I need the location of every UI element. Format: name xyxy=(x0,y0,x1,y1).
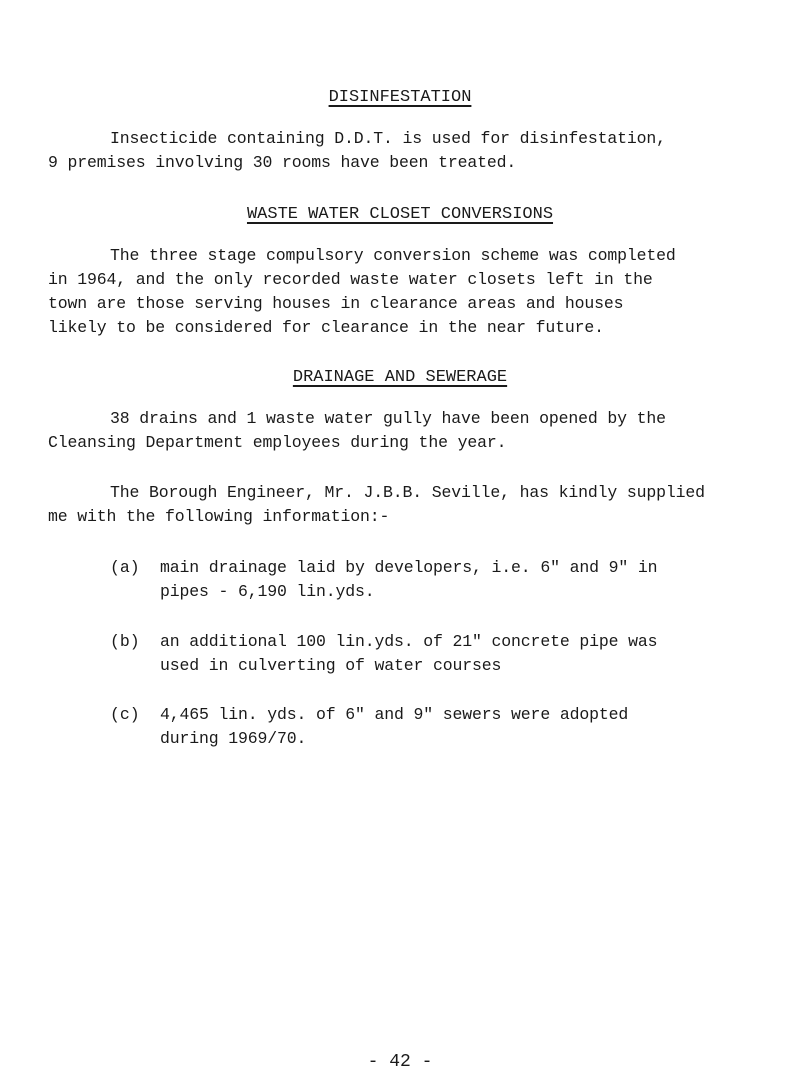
list-item-c-line-2: during 1969/70. xyxy=(160,729,307,748)
list-item-c-line-1: 4,465 lin. yds. of 6" and 9" sewers were adopted xyxy=(160,705,629,724)
waste-water-line-4: likely to be considered for clearance in the near future. xyxy=(48,318,604,337)
drainage-p1-line-2: Cleansing Department employees during the year. xyxy=(48,433,507,452)
page-number: - 42 - xyxy=(367,1052,433,1072)
list-item-label-b: (b) xyxy=(110,632,140,651)
heading-waste-water-closet-conversions: WASTE WATER CLOSET CONVERSIONS xyxy=(246,205,554,224)
heading-drainage-and-sewerage: DRAINAGE AND SEWERAGE xyxy=(292,368,508,387)
drainage-p2-line-2: me with the following information:- xyxy=(48,507,390,526)
waste-water-line-1: The three stage compulsory conversion scheme was completed xyxy=(110,246,676,265)
waste-water-line-2: in 1964, and the only recorded waste water closets left in the xyxy=(48,270,653,289)
list-item-b-line-2: used in culverting of water courses xyxy=(160,656,502,675)
drainage-p2-line-1: The Borough Engineer, Mr. J.B.B. Seville, has kindly supplied xyxy=(110,483,705,502)
list-item-a-line-1: main drainage laid by developers, i.e. 6" and 9" in xyxy=(160,558,658,577)
list-item-a-line-2: pipes - 6,190 lin.yds. xyxy=(160,582,375,601)
disinfestation-line-1: Insecticide containing D.D.T. is used for disinfestation, xyxy=(110,129,666,148)
waste-water-line-3: town are those serving houses in clearance areas and houses xyxy=(48,294,624,313)
drainage-p1-line-1: 38 drains and 1 waste water gully have been opened by the xyxy=(110,409,666,428)
list-item-label-c: (c) xyxy=(110,705,140,724)
heading-disinfestation: DISINFESTATION xyxy=(328,88,472,107)
disinfestation-line-2: 9 premises involving 30 rooms have been treated. xyxy=(48,153,517,172)
list-item-b-line-1: an additional 100 lin.yds. of 21" concrete pipe was xyxy=(160,632,658,651)
list-item-label-a: (a) xyxy=(110,558,140,577)
